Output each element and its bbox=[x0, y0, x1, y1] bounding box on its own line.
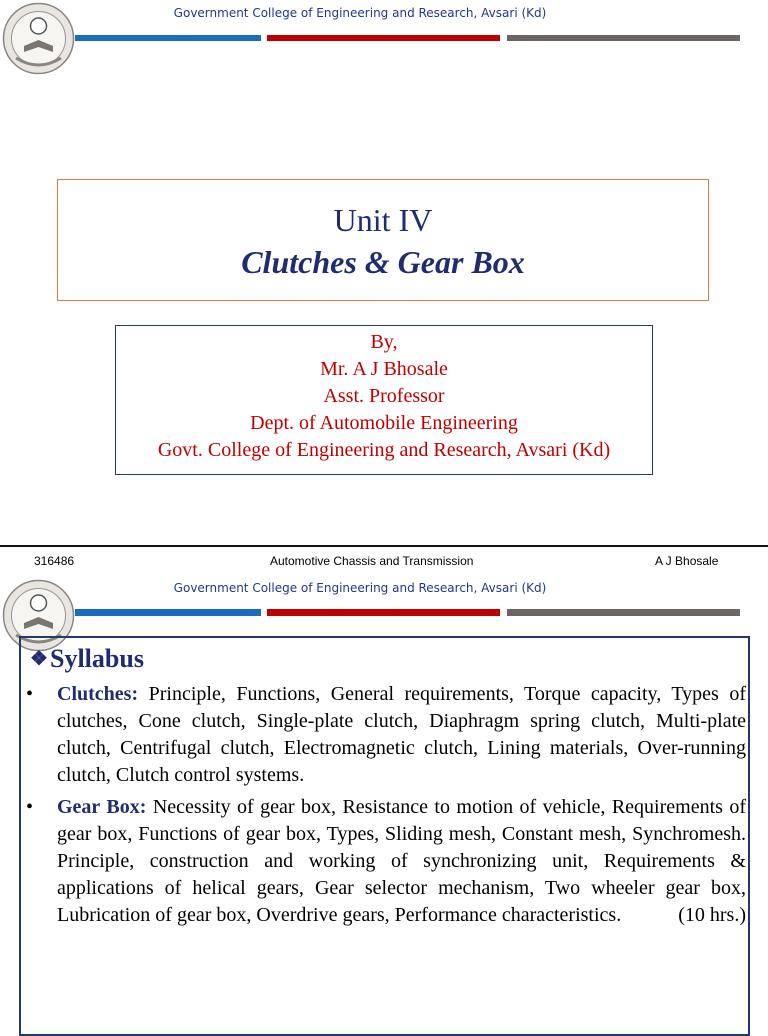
subject-title: Clutches & Gear Box bbox=[241, 244, 525, 280]
footer-course-code: 316486 bbox=[34, 554, 75, 568]
syllabus-heading-text: Syllabus bbox=[50, 644, 144, 673]
college-name: Government College of Engineering and Research, Avsari (Kd) bbox=[173, 581, 547, 595]
header-bar-red bbox=[267, 609, 500, 616]
hours-label: (10 hrs.) bbox=[678, 904, 746, 926]
author-institute: Govt. College of Engineering and Research, Avsari (Kd) bbox=[157, 439, 611, 461]
gearbox-text-block bbox=[57, 794, 746, 929]
footer-course-name: Automotive Chassis and Transmission bbox=[270, 554, 474, 568]
author-by: By, bbox=[370, 331, 398, 353]
college-seal-icon bbox=[2, 2, 75, 75]
clutches-label: Clutches: bbox=[57, 683, 139, 705]
clutches-text: Principle, Functions, General requirements, Torque capacity, Types of clutches, Cone clutch, Single-plate clutch, Diaphragm spring clutch, Multi-plate clutch, Centrifugal clutch, Electromagnetic clutch, Lining materials, Over-running clutch, Clutch control systems. bbox=[57, 683, 746, 786]
header-bar-blue bbox=[75, 609, 261, 616]
author-box bbox=[115, 325, 653, 475]
clutches-text-block bbox=[57, 681, 746, 789]
gearbox-label: Gear Box: bbox=[57, 796, 147, 818]
header-bar-red bbox=[267, 35, 500, 41]
bullet-dot-icon: • bbox=[26, 683, 34, 705]
unit-title: Unit IV bbox=[333, 202, 433, 238]
footer-author-name: A J Bhosale bbox=[655, 554, 719, 568]
title-box bbox=[57, 179, 709, 301]
author-designation: Asst. Professor bbox=[323, 385, 445, 407]
author-department: Dept. of Automobile Engineering bbox=[250, 412, 518, 434]
gearbox-text: Necessity of gear box, Resistance to motion of vehicle, Requirements of gear box, Functions of gear box, Types, Sliding mesh, Constant mesh, Synchromesh. Principle, construction and working of synchronizing unit, Requirements & applications of helical gears, Gear selector mechanism, Two wheeler gear box, Lubrication of gear box, Overdrive gears, Performance characteristics. bbox=[57, 796, 747, 926]
header-bar-blue bbox=[75, 35, 261, 41]
syllabus-box bbox=[19, 636, 750, 1036]
clutches-bullet bbox=[26, 681, 746, 789]
college-name: Government College of Engineering and Research, Avsari (Kd) bbox=[173, 6, 547, 20]
gearbox-bullet bbox=[26, 794, 746, 929]
header-bar-grey bbox=[507, 35, 740, 41]
syllabus-slide bbox=[0, 547, 768, 1024]
syllabus-heading bbox=[30, 644, 144, 674]
header-bar-grey bbox=[507, 609, 740, 616]
author-name: Mr. A J Bhosale bbox=[320, 358, 448, 380]
bullet-dot-icon: • bbox=[26, 796, 34, 818]
diamond-bullet-icon: ❖ bbox=[30, 648, 48, 670]
